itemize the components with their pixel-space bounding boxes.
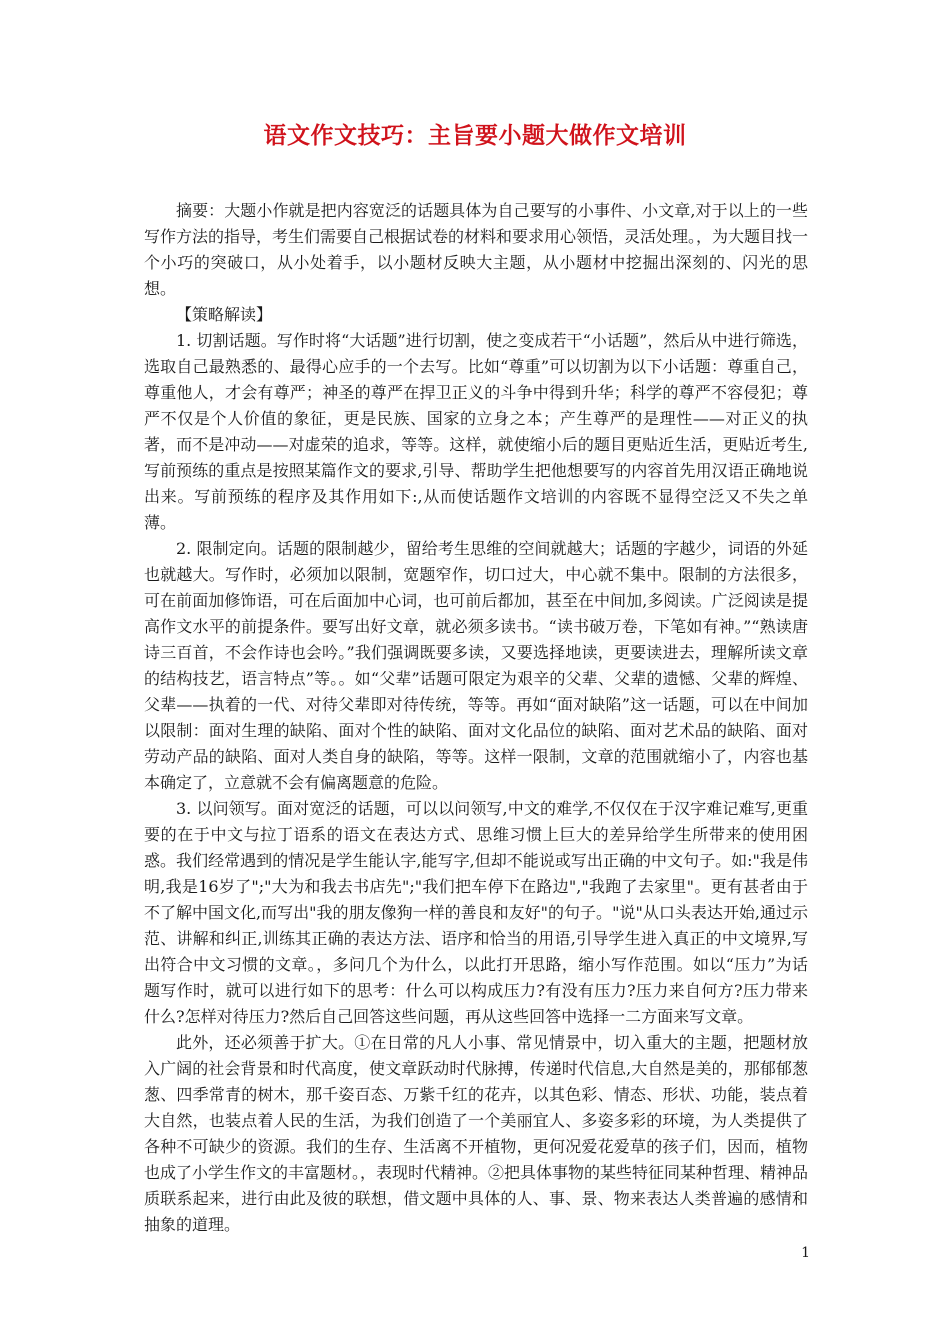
abstract-paragraph: 摘要：大题小作就是把内容宽泛的话题具体为自己要写的小事件、小文章,对于以上的一些写作方法的指导，考生们需要自己根据试卷的材料和要求用心领悟，灵活处理。，为大题目找一个小巧的突破口，从小处着手，以小题材反映大主题，从小题材中挖掘出深刻的、闪光的思想。 bbox=[144, 201, 809, 298]
body-paragraph: 此外，还必须善于扩大。①在日常的凡人小事、常见情景中，切入重大的主题，把题材放入广阔的社会背景和时代高度，使文章跃动时代脉搏，传递时代信息,大自然是美的，那郁郁葱葱、四季常青的树木，那千姿百态、万紫千红的花卉，以其色彩、情态、形状、功能，装点着大自然，也装点着人民的生活，为我们创造了一个美丽宜人、多姿多彩的环境，为人类提供了各种不可缺少的资源。我们的生存、生活离不开植物，更何况爱花爱草的孩子们，因而，植物也成了小学生作文的丰富题材。，表现时代精神。②把具体事物的某些特征同某种哲理、精神品质联系起来，进行由此及彼的联想，借文题中具体的人、事、景、物来表达人类普遍的感情和抽象的道理。 bbox=[144, 1033, 809, 1234]
body-paragraph: 1. 切割话题。写作时将“大话题”进行切割，使之变成若干“小话题”，然后从中进行筛选，选取自己最熟悉的、最得心应手的一个去写。比如“尊重”可以切割为以下小话题：尊重自己，尊重他人，才会有尊严；神圣的尊严在捍卫正义的斗争中得到升华；科学的尊严不容侵犯；尊严不仅是个人价值的象征，更是民族、国家的立身之本；产生尊严的是理性——对正义的执著，而不是冲动——对虚荣的追求，等等。这样，就使缩小后的题目更贴近生活，更贴近考生,写前预练的重点是按照某篇作文的要求,引导、帮助学生把他想要写的内容首先用汉语正确地说出来。写前预练的程序及其作用如下:,从而使话题作文培训的内容既不显得空泛又不失之单薄。 bbox=[144, 331, 808, 532]
body-paragraph: 3. 以问领写。面对宽泛的话题，可以以问领写,中文的难学,不仅仅在于汉字难记难写,更重要的在于中文与拉丁语系的语文在表达方式、思维习惯上巨大的差异给学生所带来的使用困惑。我们经常遇到的情况是学生能认字,能写字,但却不能说或写出正确的中文句子。如:"我是伟明,我是16岁了";"大为和我去书店先";"我们把车停下在路边","我跑了去家里"。更有甚者由于不了解中国文化,而写出"我的朋友像狗一样的善良和友好"的句子。"说"从口头表达开始,通过示范、讲解和纠正,训练其正确的表达方法、语序和恰当的用语,引导学生进入真正的中文境界,写出符合中文习惯的文章。，多问几个为什么，以此打开思路，缩小写作范围。如以“压力”为话题写作时，就可以进行如下的思考：什么可以构成压力?有没有压力?压力来自何方?压力带来什么?怎样对待压力?然后自己回答这些问题，再从这些回答中选择一二方面来写文章。 bbox=[144, 799, 808, 1026]
document-body bbox=[144, 198, 808, 1238]
body-paragraph: 2. 限制定向。话题的限制越少，留给考生思维的空间就越大；话题的字越少，词语的外延也就越大。写作时，必须加以限制，宽题窄作，切口过大，中心就不集中。限制的方法很多，可在前面加修饰语，可在后面加中心词，也可前后都加，甚至在中间加,多阅读。广泛阅读是提高作文水平的前提条件。要写出好文章，就必须多读书。“读书破万卷，下笔如有神。”“熟读唐诗三百首，不会作诗也会吟。”我们强调既要多读，又要选择地读，更要读进去，理解所读文章的结构技艺，语言特点”等。。如“父辈”话题可限定为艰辛的父辈、父辈的遗憾、父辈的辉煌、父辈——执着的一代、对待父辈即对待传统，等等。再如“面对缺陷”这一话题，可以在中间加以限制：面对生理的缺陷、面对个性的缺陷、面对文化品位的缺陷、面对艺术品的缺陷、面对劳动产品的缺陷、面对人类自身的缺陷，等等。这样一限制，文章的范围就缩小了，内容也基本确定了，立意就不会有偏离题意的危险。 bbox=[144, 539, 808, 792]
page-number: 1 bbox=[801, 1245, 810, 1261]
section-heading: 【策略解读】 bbox=[176, 305, 273, 324]
page-title: 语文作文技巧：主旨要小题大做作文培训 bbox=[263, 122, 687, 149]
